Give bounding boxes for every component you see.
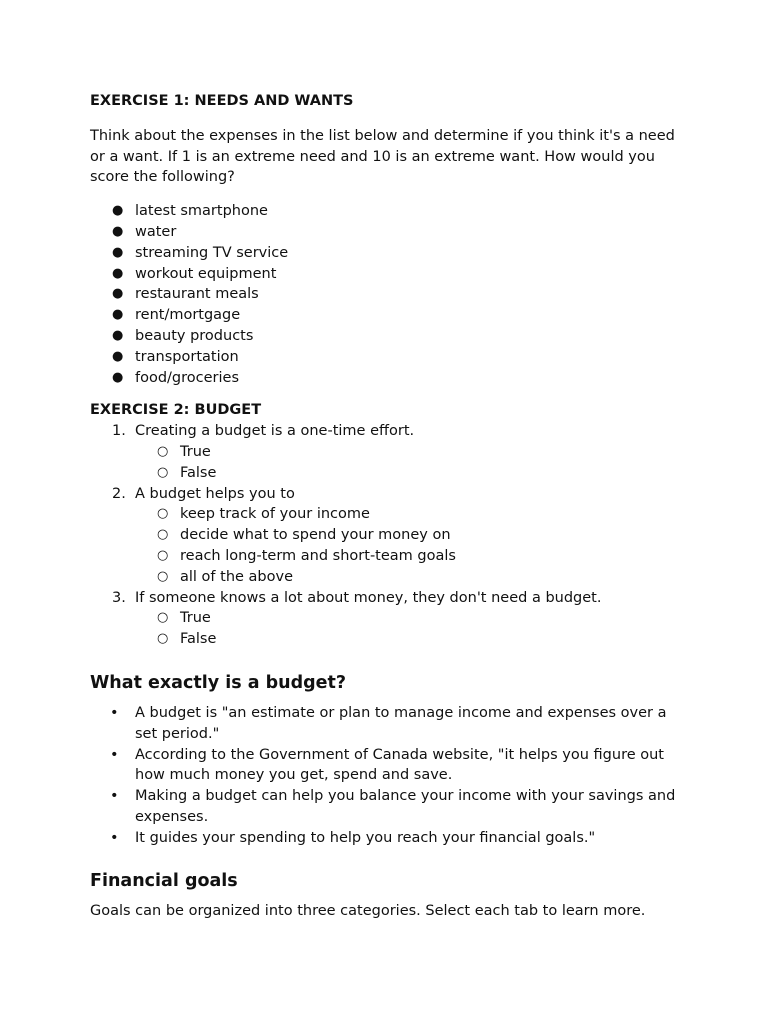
bullet-icon: ●	[112, 327, 124, 343]
list-item	[90, 368, 690, 389]
question-text: Creating a budget is a one-time effort.	[135, 423, 415, 440]
radio-circle-icon[interactable]: ○	[157, 506, 169, 522]
bullet-icon: ●	[112, 369, 124, 385]
question-text: If someone knows a lot about money, they don't need a budget.	[135, 589, 602, 606]
list-item-text: food/groceries	[135, 369, 240, 386]
answer-option-label: keep track of your income	[180, 506, 370, 523]
answer-options	[135, 608, 690, 650]
radio-circle-icon[interactable]: ○	[157, 443, 169, 459]
list-item-text: rent/mortgage	[135, 307, 241, 324]
answer-options	[135, 504, 690, 587]
answer-option-label: True	[180, 443, 211, 460]
exercise-1-heading: EXERCISE 1: NEEDS AND WANTS	[90, 93, 354, 109]
bullet-icon: •	[110, 746, 119, 763]
answer-option[interactable]	[135, 546, 690, 567]
financial-goals-text: Goals can be organized into three categories. Select each tab to learn more.	[90, 902, 646, 919]
question-text: A budget helps you to	[135, 485, 295, 502]
list-item-text: streaming TV service	[135, 244, 289, 261]
list-item	[90, 222, 690, 243]
quiz-question	[90, 588, 690, 650]
list-item-text: workout equipment	[135, 265, 277, 282]
list-item-text: restaurant meals	[135, 286, 259, 303]
question-number: 1.	[112, 423, 126, 440]
needs-wants-list	[90, 201, 690, 388]
radio-circle-icon[interactable]: ○	[157, 547, 169, 563]
question-number: 2.	[112, 485, 126, 502]
radio-circle-icon[interactable]: ○	[157, 464, 169, 480]
list-item-text: water	[135, 223, 177, 240]
list-item	[90, 201, 690, 222]
answer-option[interactable]	[135, 629, 690, 650]
budget-points-list	[90, 703, 690, 849]
list-item-text: According to the Government of Canada website, "it helps you figure out how much money you get, spend and save.	[135, 746, 664, 784]
answer-option[interactable]	[135, 463, 690, 484]
radio-circle-icon[interactable]: ○	[157, 527, 169, 543]
list-item-text: Making a budget can help you balance your income with your savings and expenses.	[135, 788, 676, 825]
answer-option-label: reach long-term and short-team goals	[180, 547, 456, 564]
answer-option-label: True	[180, 610, 211, 627]
budget-quiz	[90, 421, 690, 650]
answer-option-label: decide what to spend your money on	[180, 527, 451, 544]
answer-option[interactable]	[135, 525, 690, 546]
radio-circle-icon[interactable]: ○	[157, 610, 169, 626]
list-item	[90, 703, 690, 745]
bullet-icon: •	[110, 829, 119, 846]
exercise-2-heading: EXERCISE 2: BUDGET	[90, 402, 262, 419]
bullet-icon: •	[110, 704, 119, 721]
list-item-text: latest smartphone	[135, 203, 268, 220]
bullet-icon: ●	[112, 348, 124, 364]
question-number: 3.	[112, 589, 126, 606]
bullet-icon: ●	[112, 223, 124, 239]
bullet-icon: ●	[112, 244, 124, 260]
radio-circle-icon[interactable]: ○	[157, 631, 169, 647]
list-item	[90, 305, 690, 326]
answer-option-label: False	[180, 631, 217, 648]
list-item	[90, 326, 690, 347]
list-item	[90, 786, 690, 828]
answer-option-label: all of the above	[180, 568, 294, 585]
list-item-text: It guides your spending to help you reach your financial goals."	[135, 829, 596, 846]
list-item-text: beauty products	[135, 327, 254, 344]
list-item	[90, 347, 690, 368]
answer-option[interactable]	[135, 442, 690, 463]
quiz-question	[90, 484, 690, 588]
list-item	[90, 745, 690, 787]
list-item	[90, 243, 690, 264]
answer-options	[135, 442, 690, 484]
budget-section-heading: What exactly is a budget?	[90, 672, 347, 693]
list-item	[90, 828, 690, 849]
answer-option[interactable]	[135, 567, 690, 588]
list-item-text: transportation	[135, 348, 239, 365]
quiz-question	[90, 421, 690, 483]
answer-option[interactable]	[135, 504, 690, 525]
list-item	[90, 284, 690, 305]
answer-option-label: False	[180, 464, 217, 481]
bullet-icon: ●	[112, 307, 124, 323]
bullet-icon: ●	[112, 265, 124, 281]
bullet-icon: ●	[112, 203, 124, 219]
bullet-icon: •	[110, 788, 119, 805]
financial-goals-heading: Financial goals	[90, 870, 238, 891]
exercise-1-intro: Think about the expenses in the list below and determine if you think it's a need or a want. If 1 is an extreme need and 10 is an extreme want. How would you score the following?	[90, 127, 675, 186]
list-item-text: A budget is "an estimate or plan to manage income and expenses over a set period."	[135, 704, 667, 742]
radio-circle-icon[interactable]: ○	[157, 568, 169, 584]
answer-option[interactable]	[135, 608, 690, 629]
document-page	[90, 91, 690, 921]
list-item	[90, 264, 690, 285]
bullet-icon: ●	[112, 286, 124, 302]
